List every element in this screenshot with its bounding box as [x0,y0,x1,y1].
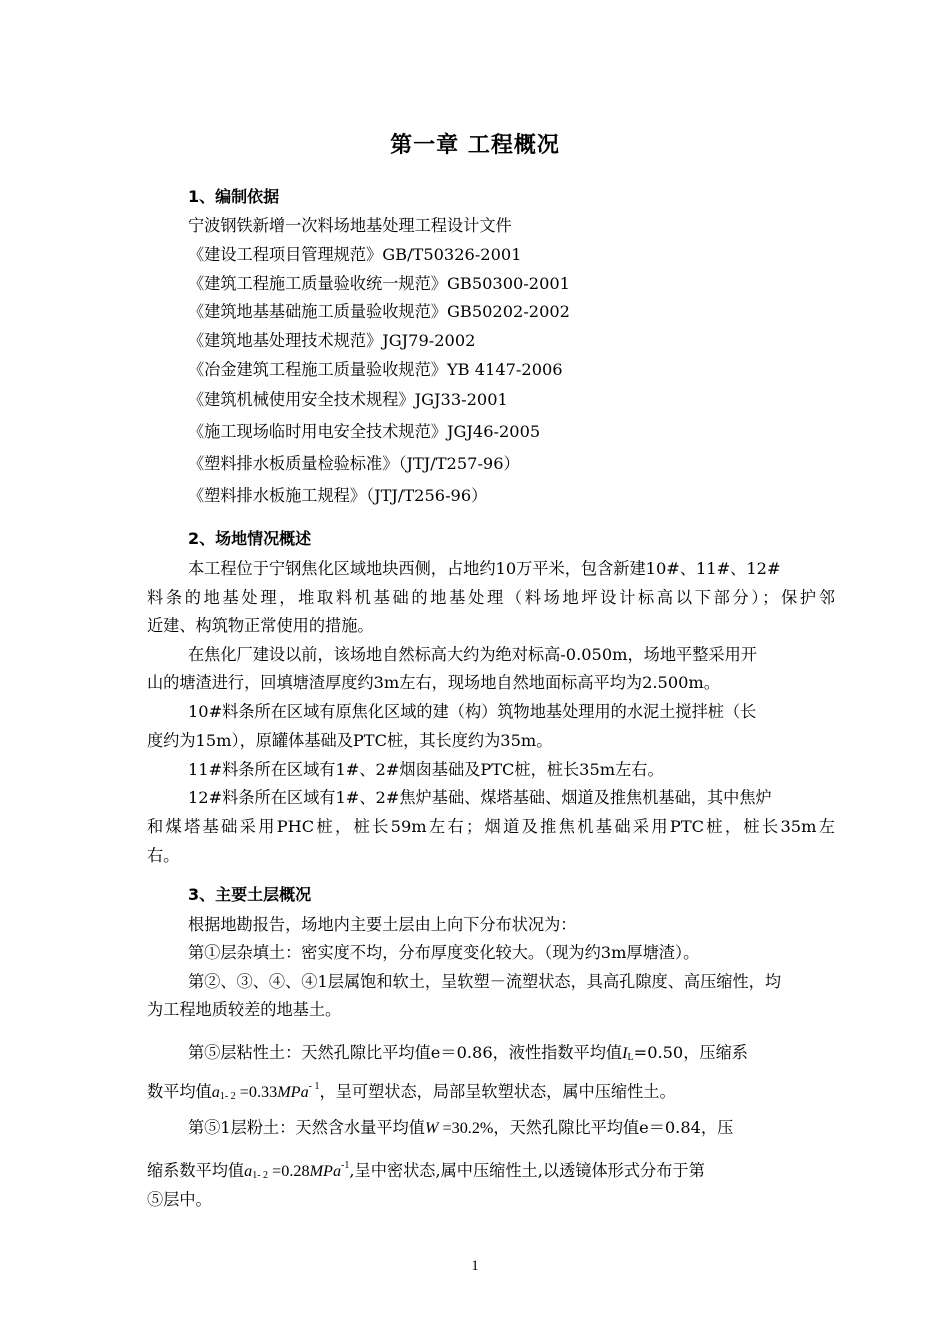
paragraph-line: 10#料条所在区域有原焦化区域的建（构）筑物地基处理用的水泥土搅拌桩（长 [188,702,757,721]
layer51-line-2 [147,1157,835,1181]
layer51-text: 第⑤1层粉土：天然含水量平均值 [188,1118,425,1137]
paragraph-line: 第①层杂填土：密实度不均，分布厚度变化较大。（现为约3m厚塘渣）。 [188,943,700,962]
layer51-text: 缩系数平均值 [147,1161,245,1180]
reference-item: 宁波钢铁新增一次料场地基处理工程设计文件 [188,216,512,235]
paragraph-line: 11#料条所在区域有1#、2#烟囱基础及PTC桩，桩长35m左右。 [188,760,664,779]
reference-item: 《建筑工程施工质量验收统一规范》GB50300-2001 [188,274,570,293]
reference-item: 《建筑地基处理技术规范》JGJ79-2002 [188,331,476,350]
layer5-line-2 [147,1078,835,1102]
paragraph-line: 右。 [147,846,180,865]
reference-item: 《塑料排水板质量检验标准》（JTJ/T257-96） [188,454,520,473]
reference-item: 《施工现场临时用电安全技术规范》JGJ46-2005 [188,422,541,441]
reference-item: 《塑料排水板施工规程》（JTJ/T256-96） [188,486,488,505]
compression-coefficient-formula: $a_{1- 2} =0.33MPa^{- 1}$ [211,1081,320,1102]
layer51-line-3: ⑤层中。 [147,1190,212,1209]
layer5-text: =0.50，压缩系 [633,1043,748,1062]
reference-item: 《建筑地基基础施工质量验收规范》GB50202-2002 [188,302,570,321]
paragraph-line: 山的塘渣进行，回填塘渣厚度约3m左右，现场地自然地面标高平均为2.500m。 [147,673,720,692]
water-content-formula: W =30.2% [424,1119,494,1137]
paragraph-line: 本工程位于宁钢焦化区域地块西侧，占地约10万平米，包含新建10#、11#、12# [188,559,781,578]
paragraph-line: 度约为15m），原罐体基础及PTC桩，其长度约为35m。 [147,731,553,750]
paragraph-line: 为工程地质较差的地基土。 [147,1000,342,1019]
compression-coefficient-formula: $a_{1- 2} =0.28MPa^{-1}$ [244,1160,350,1181]
layer5-text: ，呈可塑状态，局部呈软塑状态，属中压缩性土。 [319,1082,676,1101]
paragraph-line: 和煤塔基础采用PHC桩，桩长59m左右；烟道及推焦机基础采用PTC桩，桩长35m左 [147,817,835,836]
reference-item: 《建设工程项目管理规范》GB/T50326-2001 [188,245,522,264]
paragraph-line: 第②、③、④、④1层属饱和软土，呈软塑－流塑状态，具高孔隙度、高压缩性，均 [188,972,782,991]
paragraph-line: 在焦化厂建设以前，该场地自然标高大约为绝对标高-0.050m，场地平整采用开 [188,645,757,664]
section-3-heading: 3、主要土层概况 [188,885,312,904]
layer5-text: 数平均值 [147,1082,212,1101]
page-number: 1 [471,1258,479,1274]
reference-item: 《冶金建筑工程施工质量验收规范》YB 4147-2006 [188,360,563,379]
paragraph-line: 近建、构筑物正常使用的措施。 [147,616,374,635]
paragraph-line: 12#料条所在区域有1#、2#焦炉基础、煤塔基础、烟道及推焦机基础，其中焦炉 [188,788,772,807]
reference-item: 《建筑机械使用安全技术规程》JGJ33-2001 [188,390,508,409]
layer5-line-1 [188,1039,748,1063]
layer51-line-1 [188,1114,733,1138]
section-1-heading: 1、编制依据 [188,187,280,206]
layer51-text: ，天然孔隙比平均值e＝0.84，压 [493,1118,734,1137]
chapter-title: 第一章 工程概况 [390,133,560,158]
paragraph-line: 根据地勘报告，场地内主要土层由上向下分布状况为： [188,915,577,934]
section-2-heading: 2、场地情况概述 [188,529,312,548]
layer5-text: 第⑤层粘性土：天然孔隙比平均值e＝0.86，液性指数平均值 [188,1043,623,1062]
liquidity-index-symbol: $I_L$ [622,1044,634,1063]
paragraph-line: 料条的地基处理，堆取料机基础的地基处理（料场地坪设计标高以下部分）；保护邻 [147,588,835,607]
layer51-text: ,呈中密状态,属中压缩性土,以透镜体形式分布于第 [349,1161,705,1180]
